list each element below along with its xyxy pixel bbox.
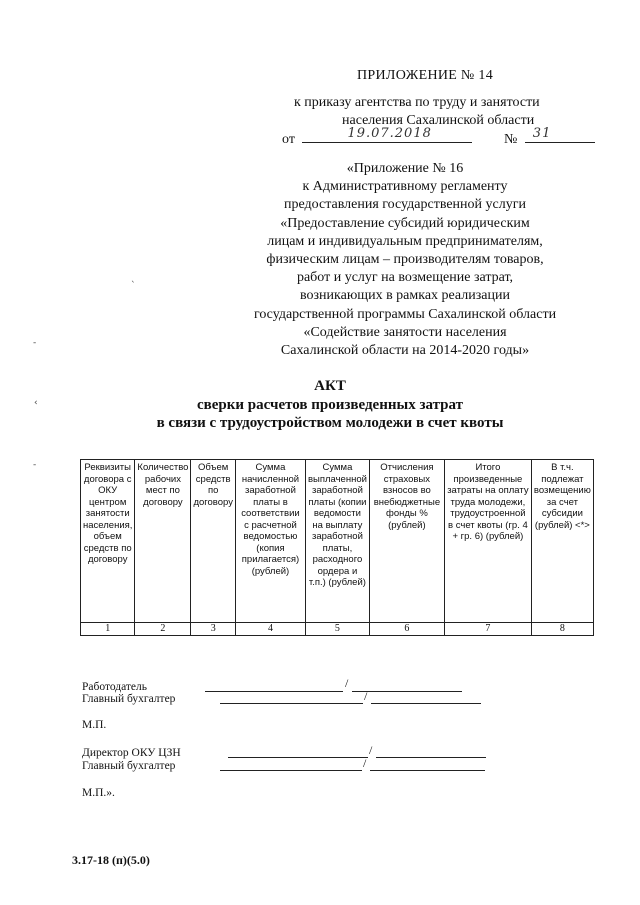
seal-label-2: М.П.». [82, 787, 115, 799]
seal-label: М.П. [82, 719, 107, 731]
from-label: от [282, 132, 295, 147]
regulation-line: лицам и индивидуальным предпринимателям, [267, 233, 543, 249]
column-number: 7 [444, 623, 531, 636]
appendix-title: ПРИЛОЖЕНИЕ № 14 [357, 68, 493, 83]
table-header-row [81, 460, 594, 623]
header-cell: Итого произведенные затраты на оплату труда молодежи, трудоустроенной в счет квоты (гр. 4 + гр. 6) (рублей) [444, 460, 531, 623]
date-handwritten: 19.07.2018 [347, 126, 432, 141]
column-number: 1 [81, 623, 135, 636]
document-code: 3.17-18 (п)(5.0) [72, 853, 150, 867]
signature-slash: / [369, 743, 373, 757]
order-line-1: к приказу агентства по труду и занятости [294, 95, 540, 110]
order-line-2: населения Сахалинской области [342, 113, 535, 128]
scan-mark: ‹ [34, 398, 38, 408]
accountant-2-name-line [370, 770, 485, 771]
regulation-line: к Административному регламенту [302, 179, 508, 195]
header-cell: Объем средств по договору [191, 460, 236, 623]
signature-slash: / [364, 689, 368, 703]
number-handwritten: 31 [532, 126, 552, 141]
regulation-line: «Содействие занятости населения [303, 324, 507, 340]
column-number: 3 [191, 623, 236, 636]
accountant-2-signature-line [220, 770, 362, 771]
header-cell: Реквизиты договора с ОКУ центром занятости населения, объем средств по договору [81, 460, 135, 623]
director-label: Директор ОКУ ЦЗН [82, 747, 181, 759]
header-cell: В т.ч. подлежат возмещению за счет субсидии (рублей) <*> [531, 460, 593, 623]
signature-slash: / [345, 676, 349, 690]
accountant-name-line [371, 703, 481, 704]
regulation-line: предоставления государственной услуги [284, 197, 526, 213]
header-cell: Количество рабочих мест по договору [135, 460, 191, 623]
regulation-line: работ и услуг на возмещение затрат, [296, 270, 514, 286]
regulation-line: Сахалинской области на 2014-2020 годы» [280, 343, 530, 359]
column-number: 2 [135, 623, 191, 636]
chief-accountant-2-label: Главный бухгалтер [82, 760, 176, 772]
signature-slash: / [363, 756, 367, 770]
chief-accountant-label: Главный бухгалтер [82, 693, 176, 705]
act-subtitle-1: сверки расчетов произведенных затрат [197, 397, 463, 413]
column-number: 8 [531, 623, 593, 636]
regulation-line: «Предоставление субсидий юридическим [280, 215, 530, 231]
order-date-row [282, 126, 595, 149]
regulation-line: государственной программы Сахалинской области [253, 306, 557, 322]
regulation-line: «Приложение № 16 [346, 161, 464, 176]
scan-mark: - [33, 338, 37, 348]
employer-signature-line [205, 691, 343, 692]
header-cell: Сумма начисленной заработной платы в соответствии с расчетной ведомостью (копия прилагается) (рублей) [235, 460, 305, 623]
number-label: № [503, 132, 518, 147]
column-number: 5 [305, 623, 369, 636]
table-number-row [81, 623, 594, 636]
accountant-signature-line [220, 703, 363, 704]
regulation-line: физическим лицам – производителям товаров, [266, 252, 544, 268]
regulation-line: возникающих в рамках реализации [300, 288, 510, 304]
employer-name-line [352, 691, 462, 692]
header-cell: Сумма выплаченной заработной платы (копии ведомости на выплату заработной платы, расходного ордера и т.п.) (рублей) [305, 460, 369, 623]
act-title: АКТ [314, 378, 346, 394]
number-field [525, 126, 595, 143]
director-signature-line [228, 757, 368, 758]
act-table [80, 459, 594, 636]
scan-mark: ` [131, 281, 136, 291]
regulation-block [230, 160, 580, 360]
scan-mark: - [33, 460, 37, 470]
date-field [302, 126, 472, 143]
header-cell: Отчисления страховых взносов во внебюджетные фонды % (рублей) [369, 460, 444, 623]
column-number: 6 [369, 623, 444, 636]
column-number: 4 [235, 623, 305, 636]
director-name-line [376, 757, 486, 758]
act-subtitle-2: в связи с трудоустройством молодежи в счет квоты [156, 415, 504, 431]
employer-label: Работодатель [82, 681, 148, 693]
